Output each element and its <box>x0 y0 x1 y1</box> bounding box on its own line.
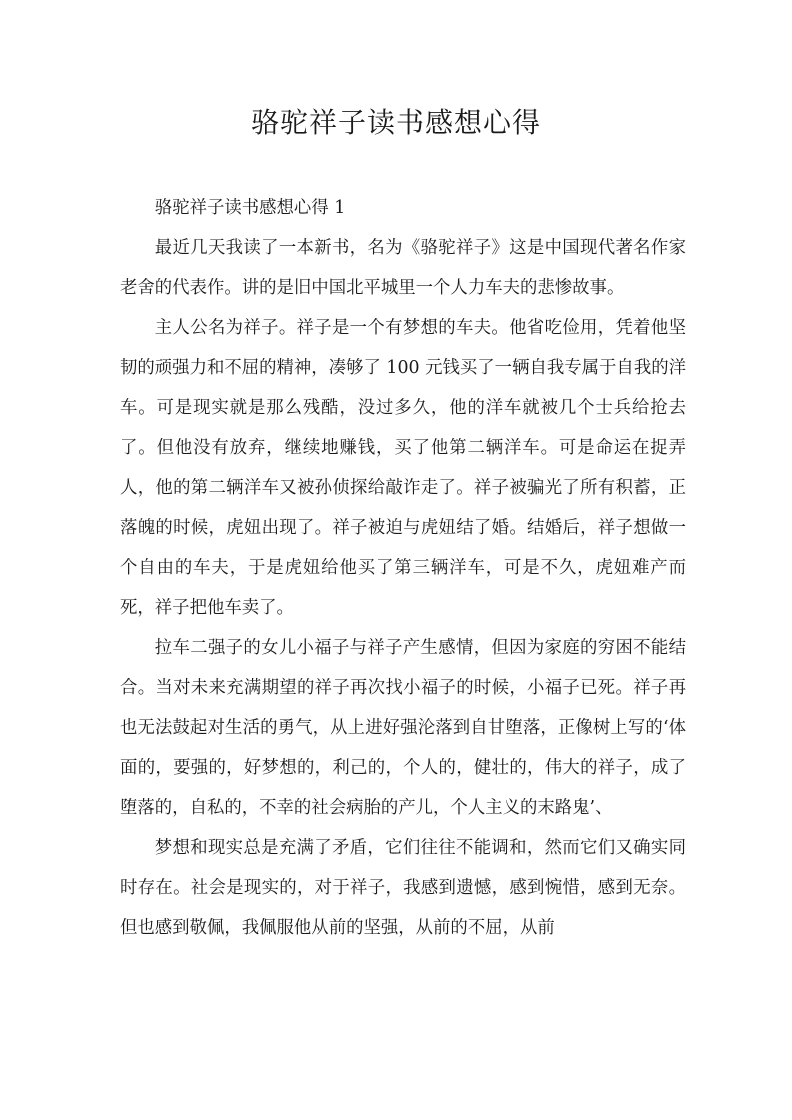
section-subheading: 骆驼祥子读书感想心得 1 <box>154 198 346 218</box>
paragraph-3: 拉车二强子的女儿小福子与祥子产生感情，但因为家庭的穷困不能结合。当对未来充满期望的祥子再次找小福子的时候，小福子已死。祥子再也无法鼓起对生活的勇气，从上进好强沦落到自甘堕落，正像树上写的‘体面的，要强的，好梦想的，利己的，个人的，健壮的，伟大的祥子，成了堕落的，自私的，不幸的社会病胎的产儿，个人主义的末路鬼’、 <box>120 638 686 818</box>
paragraph-2: 主人公名为祥子。祥子是一个有梦想的车夫。他省吃俭用，凭着他坚韧的顽强力和不屈的精神，凑够了 100 元钱买了一辆自我专属于自我的洋车。可是现实就是那么残酷，没过多久，他的洋车就被几个士兵给抢去了。但他没有放弃，继续地赚钱，买了他第二辆洋车。可是命运在捉弄人，他的第二辆洋车又被孙侦探给敲诈走了。祥子被骗光了所有积蓄，正落魄的时候，虎妞出现了。祥子被迫与虎妞结了婚。结婚后，祥子想做一个自由的车夫，于是虎妞给他买了第三辆洋车，可是不久，虎妞难产而死，祥子把他车卖了。 <box>120 318 686 618</box>
paragraph-1: 最近几天我读了一本新书，名为《骆驼祥子》这是中国现代著名作家老舍的代表作。讲的是旧中国北平城里一个人力车夫的悲惨故事。 <box>120 238 686 298</box>
paragraph-4: 梦想和现实总是充满了矛盾，它们往往不能调和，然而它们又确实同时存在。社会是现实的，对于祥子，我感到遗憾，感到惋惜，感到无奈。但也感到敬佩，我佩服他从前的坚强，从前的不屈，从前 <box>120 838 686 938</box>
document-title: 骆驼祥子读书感想心得 <box>250 106 541 139</box>
document-body <box>120 188 686 948</box>
